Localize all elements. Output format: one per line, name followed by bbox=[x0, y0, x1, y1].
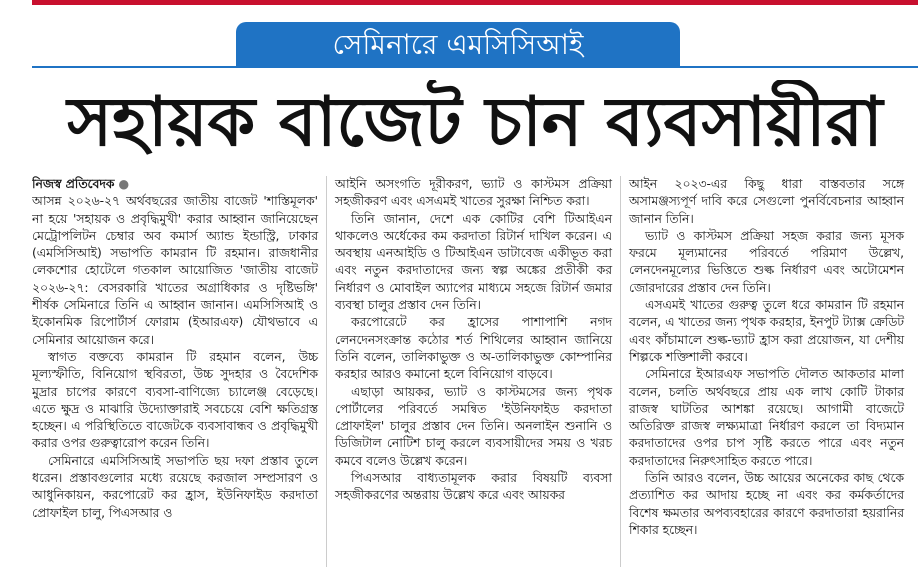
article-paragraph: এসএমই খাতের গুরুত্ব তুলে ধরে কামরান টি রহমান বলেন, এ খাতের জন্য পৃথক করহার, ইনপুট ট্যাক্স ক্রেডিট এবং কাঁচামালে শুল্ক-ভ্যাট হ্রাস করা প্রয়োজন, যা দেশীয় শিল্পকে শক্তিশালী করবে। bbox=[629, 298, 904, 364]
article-paragraph: আইন ২০২৩-এর কিছু ধারা বাস্তবতার সঙ্গে অসামঞ্জস্যপূর্ণ দাবি করে সেগুলো পুনর্বিবেচনার আহ্বান জানান তিনি। bbox=[629, 177, 904, 226]
article-paragraph: আইনি অসংগতি দূরীকরণ, ভ্যাট ও কাস্টমস প্রক্রিয়া সহজীকরণ এবং এসএমই খাতের সুরক্ষা নিশ্চিত করা। bbox=[335, 177, 612, 209]
article-body bbox=[32, 176, 912, 567]
article-paragraph: সেমিনারে এমসিসিআই সভাপতি ছয় দফা প্রস্তাব তুলে ধরেন। প্রস্তাবগুলোর মধ্যে রয়েছে করজাল সম্প্রসারণ ও আধুনিকায়ন, করপোরেট কর হ্রাস, ইউনিফাইড করদাতা প্রোফাইল চালু, পিএসআর ও bbox=[32, 453, 318, 520]
paragraph-text: আসন্ন ২০২৬-২৭ অর্থবছরের জাতীয় বাজেট 'শাস্তিমূলক' না হয়ে 'সহায়ক ও প্রবৃদ্ধিমুখী' করার আহ্বান জানিয়েছেন মেট্রোপলিটন চেম্বার অব কমার্স অ্যান্ড ইন্ডাস্ট্রি, ঢাকার (এমসিসিআই) সভাপতি কামরান টি রহমান। রাজধানীর লেকশোর হোটেলে গতকাল আয়োজিত 'জাতীয় বাজেট ২০২৬-২৭: বেসরকারি খাতের অগ্রাধিকার ও দৃষ্টিভঙ্গি' শীর্ষক সেমিনারে তিনি এ আহ্বান জানান। এমসিসিআই ও ইকোনমিক রিপোর্টার্স ফোরাম (ইআরএফ) যৌথভাবে এ সেমিনার আয়োজন করে। bbox=[32, 194, 318, 347]
article-headline: সহায়ক বাজেট চান ব্যবসায়ীরা bbox=[67, 83, 883, 162]
article-paragraph: ভ্যাট ও কাস্টমস প্রক্রিয়া সহজ করার জন্য মূসক ফরমে মূল্যমানের পরিবর্তে পরিমাণ উল্লেখ, লেনদেনমূল্যের ভিত্তিতে শুল্ক নির্ধারণ এবং অটোমেশন জোরদারের প্রস্তাব দেন তিনি। bbox=[629, 228, 904, 295]
top-rule bbox=[32, 0, 918, 5]
article-column-3 bbox=[620, 176, 912, 567]
article-paragraph: পিএসআর বাধ্যতামূলক করার বিষয়টি ব্যবসা সহজীকরণের অন্তরায় উল্লেখ করে এবং আয়কর bbox=[335, 471, 612, 503]
article-paragraph: তিনি জানান, দেশে এক কোটির বেশি টিআইএন থাকলেও অর্ধেকের কম করদাতা রিটার্ন দাখিল করেন। এ অবস্থায় এনআইডি ও টিআইএন ডাটাবেজ একীভূত করা এবং নতুন করদাতাদের জন্য স্বল্প অঙ্কের প্রতীকী কর নির্ধারণ ও মোবাইল অ্যাপের মাধ্যমে সহজে রিটার্ন জমার ব্যবস্থা চালুর প্রস্তাব দেন তিনি। bbox=[335, 211, 612, 313]
byline: নিজস্ব প্রতিবেদক bbox=[32, 177, 115, 191]
article-paragraph: করপোরেটে কর হ্রাসের পাশাপাশি নগদ লেনদেনসংক্রান্ত কঠোর শর্ত শিথিলের আহ্বান জানিয়ে তিনি বলেন, তালিকাভুক্ত ও অ-তালিকাভুক্ত কোম্পানির করহার আরও কমানো হলে বিনিয়োগ বাড়বে। bbox=[335, 315, 612, 382]
article-column-1 bbox=[32, 176, 326, 567]
article-paragraph: স্বাগত বক্তব্যে কামরান টি রহমান বলেন, উচ্চ মূল্যস্ফীতি, বিনিয়োগ স্থবিরতা, উচ্চ সুদহার ও বৈদেশিক মুদ্রার চাপের কারণে ব্যবসা-বাণিজ্যে চ্যালেঞ্জ বেড়েছে। এতে ক্ষুদ্র ও মাঝারি উদ্যোক্তারাই সবচেয়ে বেশি ক্ষতিগ্রস্ত হচ্ছেন। এ পরিস্থিতিতে বাজেটকে ব্যবসাবান্ধব ও প্রবৃদ্ধিমুখী করার ওপর গুরুত্বারোপ করেন তিনি। bbox=[32, 349, 318, 451]
byline-bullet-icon: ● bbox=[118, 177, 130, 191]
article-paragraph bbox=[32, 176, 318, 349]
article-column-2 bbox=[326, 176, 620, 567]
article-paragraph: তিনি আরও বলেন, উচ্চ আয়ের অনেকের কাছ থেকে প্রত্যাশিত কর আদায় হচ্ছে না এবং কর কর্মকর্তাদের বিশেষ ক্ষমতার অপব্যবহারের কারণে করদাতারা হয়রানির শিকার হচ্ছেন। bbox=[629, 471, 904, 537]
section-kicker-banner: সেমিনারে এমসিসিআই bbox=[236, 22, 680, 68]
article-paragraph: সেমিনারে ইআরএফ সভাপতি দৌলত আকতার মালা বলেন, চলতি অর্থবছরে প্রায় এক লাখ কোটি টাকার রাজস্ব ঘাটতির আশঙ্কা রয়েছে। আগামী বাজেটে অতিরিক্ত রাজস্ব লক্ষ্যমাত্রা নির্ধারণ করলে তা বিদ্যমান করদাতাদের ওপর চাপ সৃষ্টি করতে পারে এবং নতুন করদাতাদের নিরুৎসাহিত করতে পারে। bbox=[629, 367, 904, 468]
banner-rule bbox=[32, 66, 918, 68]
article-paragraph: এছাড়া আয়কর, ভ্যাট ও কাস্টমসের জন্য পৃথক পোর্টালের পরিবর্তে সমন্বিত 'ইউনিফাইড করদাতা প্রোফাইল' চালুর প্রস্তাব দেন তিনি। অনলাইন শুনানি ও ডিজিটাল নোটিশ চালু করলে ব্যবসায়ীদের সময় ও খরচ কমবে বলেও উল্লেখ করেন। bbox=[335, 384, 612, 468]
